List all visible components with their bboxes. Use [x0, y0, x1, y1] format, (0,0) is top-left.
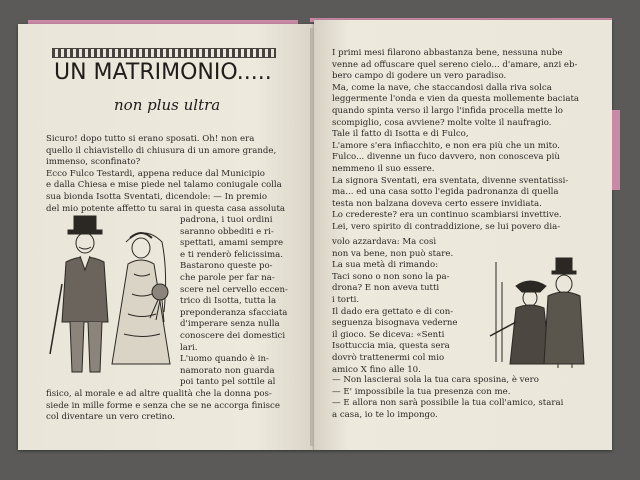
text-line: i torti. — [332, 295, 360, 305]
text-line: siede in mille forme e senza che se ne accorga finisce — [46, 400, 280, 411]
text-line: Ma, come la nave, che staccandosi dalla riva solca — [332, 82, 552, 93]
text-line: venne ad offuscare quel sereno cielo... d'amare, anzi eb- — [332, 59, 578, 70]
text-line: Il dado era gettato e di con- — [332, 306, 454, 317]
text-line: leggermente l'onda e vien da questa mollemente baciata — [332, 94, 580, 105]
text-line: volo azzardava: Ma così — [332, 237, 437, 247]
text-line: d'imperare senza nulla — [180, 319, 280, 330]
text-line: saranno obbediti e ri- — [180, 226, 274, 237]
text-line: e ti renderò felicissima. — [180, 249, 283, 260]
text-line: amico X fino alle 10. — [332, 364, 421, 375]
text-line: Ecco Fulco Testardi, appena reduce dal Municipio — [46, 168, 265, 179]
text-line: L'amore s'era infiacchito, e non era più che un mito. — [332, 140, 560, 151]
text-line: col diventare un vero cretino. — [46, 412, 175, 423]
text-line: preponderanza sfacciata — [180, 307, 288, 318]
text-line: spettati, amami sempre — [180, 238, 284, 249]
text-line: Taci sono o non sono la pa- — [332, 271, 450, 282]
text-line: trico di Isotta, tutta la — [180, 296, 277, 307]
text-line: — E allora non sarà possibile la tua coll'amico, starai — [332, 398, 564, 409]
text-line: e dalla Chiesa e mise piede nel talamo coniugale colla — [46, 180, 282, 191]
text-line: scere nel cervello eccen- — [180, 284, 288, 295]
arguing-couple-illustration — [486, 252, 602, 370]
left-page — [18, 24, 314, 450]
text-line: a casa, io te lo impongo. — [332, 409, 438, 420]
text-line: dovrò trattenermi col mio — [332, 353, 445, 363]
cover-edge-right — [612, 110, 620, 190]
text-line: padrona, i tuoi ordini — [180, 215, 273, 225]
open-booklet — [18, 20, 614, 452]
text-line: Lei, vero spirito di contraddizione, se lui povero dia- — [332, 222, 561, 232]
text-line: seguenza bisognava vederne — [332, 318, 458, 329]
text-line: che parole per far na- — [180, 273, 275, 283]
story-title: UN MATRIMONIO..... — [54, 60, 272, 85]
right-page — [314, 20, 612, 450]
text-line: Lo credereste? era un continuo scambiarsi invettive. — [332, 210, 562, 221]
decorative-border — [52, 48, 276, 58]
story-subtitle: non plus ultra — [114, 96, 221, 114]
text-line: Sicuro! dopo tutto si erano sposati. Oh! non era — [46, 134, 255, 144]
text-line: del mio potente affetto tu sarai in questa casa assoluta — [46, 203, 286, 214]
text-line: sua bionda Isotta Sventati, dicendole: — In premio — [46, 192, 268, 202]
text-line: lari. — [180, 342, 198, 353]
text-line: nemmeno il suo essere. — [332, 164, 435, 174]
text-line: non va bene, non può stare. — [332, 248, 454, 259]
text-line: fisico, al morale e ad altre qualità che la donna pos- — [46, 389, 272, 399]
wedding-couple-illustration — [44, 214, 178, 378]
text-line: L'uomo quando è in- — [180, 354, 269, 365]
text-line: La sua metà di rimando: — [332, 260, 439, 271]
text-line: I primi mesi filarono abbastanza bene, nessuna nube — [332, 48, 563, 58]
text-line: testa non balzana doveva certo essere invidiata. — [332, 198, 542, 209]
text-line: Bastarono queste po- — [180, 261, 273, 272]
text-line: bero campo di godere un vero paradiso. — [332, 71, 507, 82]
text-line: immenso, sconfinato? — [46, 157, 141, 168]
text-line: quando spinta verso il largo l'infida procella mette lo — [332, 106, 563, 116]
text-line: — Non lascierai sola la tua cara sposina, è vero — [332, 375, 539, 385]
text-line: scompiglio, cosa avviene? molte volte il naufragio. — [332, 117, 552, 128]
text-line: il gioco. Se diceva: «Senti — [332, 329, 445, 340]
text-line: Fulco... divenne un fuco davvero, non conosceva più — [332, 152, 560, 163]
text-line: quello il chiavistello di chiusura di un amore grande, — [46, 145, 277, 156]
text-line: — E' impossibile la tua presenza con me. — [332, 386, 511, 397]
text-line: Tale il fatto di Isotta e di Fulco, — [332, 129, 469, 140]
text-line: La signora Sventati, era sventata, divenne sventatissi- — [332, 175, 569, 186]
text-line: poi tanto pel sottile al — [180, 377, 276, 388]
text-line: Isottuccia mia, questa sera — [332, 341, 450, 352]
text-line: namorato non guarda — [180, 365, 275, 376]
text-line: conoscere dei domestici — [180, 331, 286, 341]
text-line: ma... ed una casa sotto l'egida padronanza di quella — [332, 187, 559, 198]
text-line: drona? E non aveva tutti — [332, 283, 440, 294]
